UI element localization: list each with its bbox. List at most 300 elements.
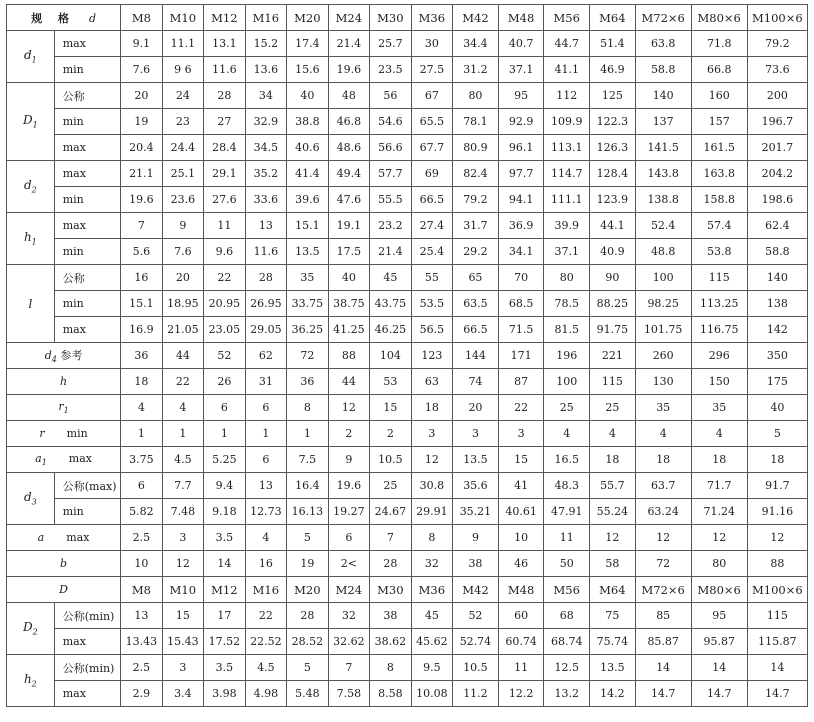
value-cell: 78.1 [453, 109, 499, 135]
d4-row [7, 343, 808, 369]
value-cell: 7.5 [287, 447, 329, 473]
row-qualifier: 公称(min) [54, 603, 120, 629]
value-cell: 69 [411, 161, 453, 187]
value-cell: 5 [747, 421, 807, 447]
row-label [44, 348, 57, 365]
value-cell: 13.6 [245, 57, 287, 83]
variable-subscript: 2 [31, 185, 37, 195]
value-cell: M80×6 [691, 5, 747, 31]
value-cell: 27.6 [204, 187, 246, 213]
value-cell: 15.2 [245, 31, 287, 57]
value-cell: 87 [498, 369, 544, 395]
value-cell: 123 [411, 343, 453, 369]
row-group-label [7, 161, 55, 213]
value-cell: 66.8 [691, 57, 747, 83]
value-cell: 45.62 [411, 629, 453, 655]
d2-min-row [7, 187, 808, 213]
value-cell: 27.5 [411, 57, 453, 83]
value-cell: 15.6 [287, 57, 329, 83]
value-cell: 7.58 [328, 681, 370, 707]
value-cell: 7.7 [162, 473, 204, 499]
value-cell: 18 [691, 447, 747, 473]
value-cell: 2< [328, 551, 370, 577]
value-cell: 49.4 [328, 161, 370, 187]
value-cell: 104 [370, 343, 412, 369]
row-group-label [7, 265, 55, 343]
value-cell: 25.4 [411, 239, 453, 265]
value-cell: 90 [590, 265, 636, 291]
value-cell: 51.4 [590, 31, 636, 57]
value-cell: 16.4 [287, 473, 329, 499]
row-label [39, 427, 44, 440]
value-cell: 3.4 [162, 681, 204, 707]
value-cell: 82.4 [453, 161, 499, 187]
value-cell: 37.1 [544, 239, 590, 265]
row-label-cell [7, 447, 121, 473]
value-cell: 18.95 [162, 291, 204, 317]
row-label [58, 399, 69, 416]
value-cell: 88.25 [590, 291, 636, 317]
value-cell: 55 [411, 265, 453, 291]
value-cell: 14.7 [635, 681, 691, 707]
row-qualifier: max [68, 451, 92, 465]
row-label-cell [7, 525, 121, 551]
value-cell: 11.2 [453, 681, 499, 707]
value-cell: 44 [328, 369, 370, 395]
value-cell: 38.62 [370, 629, 412, 655]
value-cell: 35.2 [245, 161, 287, 187]
value-cell: 126.3 [590, 135, 636, 161]
value-cell: 38.75 [328, 291, 370, 317]
value-cell: 12 [411, 447, 453, 473]
value-cell: 4 [245, 525, 287, 551]
value-cell: M100×6 [747, 5, 807, 31]
value-cell: 138.8 [635, 187, 691, 213]
row-qualifier: max [66, 531, 90, 544]
value-cell: 21.05 [162, 317, 204, 343]
value-cell: 96.1 [498, 135, 544, 161]
value-cell: 12.5 [544, 655, 590, 681]
value-cell: 79.2 [453, 187, 499, 213]
value-cell: 39.9 [544, 213, 590, 239]
value-cell: 116.75 [691, 317, 747, 343]
value-cell: 15.43 [162, 629, 204, 655]
variable-symbol: b [60, 557, 68, 570]
value-cell: M72×6 [635, 577, 691, 603]
row-qualifier: max [54, 135, 120, 161]
value-cell: 63.5 [453, 291, 499, 317]
value-cell: 88 [328, 343, 370, 369]
value-cell: 198.6 [747, 187, 807, 213]
h1-min-row [7, 239, 808, 265]
value-cell: 112 [544, 83, 590, 109]
row-qualifier: 公称 [54, 83, 120, 109]
value-cell: 47.6 [328, 187, 370, 213]
value-cell: 36.25 [287, 317, 329, 343]
value-cell: 3.5 [204, 655, 246, 681]
value-cell: 35.6 [453, 473, 499, 499]
value-cell: 62.4 [747, 213, 807, 239]
value-cell: 123.9 [590, 187, 636, 213]
value-cell: 28 [204, 83, 246, 109]
row-label-cell [7, 395, 121, 421]
value-cell: 122.3 [590, 109, 636, 135]
value-cell: 60 [498, 603, 544, 629]
value-cell: 13.5 [453, 447, 499, 473]
value-cell: M100×6 [747, 577, 807, 603]
variable-subscript: 1 [31, 55, 37, 65]
value-cell: 125 [590, 83, 636, 109]
row-label-cell [7, 551, 121, 577]
value-cell: 15.1 [121, 291, 163, 317]
value-cell: 19 [287, 551, 329, 577]
row-qualifier: min [54, 187, 120, 213]
value-cell: 14.7 [691, 681, 747, 707]
value-cell: 23.6 [162, 187, 204, 213]
value-cell: 58.8 [747, 239, 807, 265]
value-cell: 40.7 [498, 31, 544, 57]
value-cell: 26.95 [245, 291, 287, 317]
value-cell: 53 [370, 369, 412, 395]
value-cell: 171 [498, 343, 544, 369]
value-cell: 12 [635, 525, 691, 551]
value-cell: 52.74 [453, 629, 499, 655]
d2-max-row [7, 161, 808, 187]
value-cell: 1 [287, 421, 329, 447]
value-cell: 2.5 [121, 655, 163, 681]
value-cell: 25.7 [370, 31, 412, 57]
value-cell: 200 [747, 83, 807, 109]
value-cell: 95.87 [691, 629, 747, 655]
value-cell: 137 [635, 109, 691, 135]
value-cell: 9.1 [121, 31, 163, 57]
value-cell: 27.4 [411, 213, 453, 239]
value-cell: 45 [370, 265, 412, 291]
variable-symbol: a [37, 531, 45, 544]
value-cell: 144 [453, 343, 499, 369]
value-cell: 18 [590, 447, 636, 473]
value-cell: 32 [411, 551, 453, 577]
value-cell: 11.6 [245, 239, 287, 265]
value-cell: M12 [204, 5, 246, 31]
value-cell: 12 [747, 525, 807, 551]
value-cell: 67 [411, 83, 453, 109]
variable-symbol: d [23, 48, 32, 63]
value-cell: M8 [121, 5, 163, 31]
value-cell: 19.6 [328, 57, 370, 83]
value-cell: 25.1 [162, 161, 204, 187]
value-cell: 28 [287, 603, 329, 629]
value-cell: 40 [287, 83, 329, 109]
value-cell: 65 [453, 265, 499, 291]
value-cell: 161.5 [691, 135, 747, 161]
a1-max-row [7, 447, 808, 473]
value-cell: M8 [121, 577, 163, 603]
value-cell: 34.1 [498, 239, 544, 265]
value-cell: M80×6 [691, 577, 747, 603]
d3-min-row [7, 499, 808, 525]
variable-symbol: d [44, 348, 52, 362]
value-cell: 27 [204, 109, 246, 135]
value-cell: 33.75 [287, 291, 329, 317]
value-cell: 25 [370, 473, 412, 499]
value-cell: 32 [328, 603, 370, 629]
value-cell: 50 [544, 551, 590, 577]
value-cell: 111.1 [544, 187, 590, 213]
value-cell: 9.6 [204, 239, 246, 265]
value-cell: 175 [747, 369, 807, 395]
value-cell: 95 [691, 603, 747, 629]
value-cell: M30 [370, 577, 412, 603]
value-cell: 35 [691, 395, 747, 421]
value-cell: 23.05 [204, 317, 246, 343]
h2-nominal-row [7, 655, 808, 681]
value-cell: 30 [411, 31, 453, 57]
value-cell: 4 [162, 395, 204, 421]
value-cell: 20.95 [204, 291, 246, 317]
value-cell: 5.48 [287, 681, 329, 707]
value-cell: 55.7 [590, 473, 636, 499]
variable-subscript: 3 [31, 497, 37, 507]
value-cell: 28.4 [204, 135, 246, 161]
value-cell: 32.9 [245, 109, 287, 135]
h1-max-row [7, 213, 808, 239]
row-qualifier: max [54, 317, 120, 343]
value-cell: 62 [245, 343, 287, 369]
value-cell: 2 [328, 421, 370, 447]
value-cell: 4 [590, 421, 636, 447]
value-cell: 16 [245, 551, 287, 577]
header-row [7, 5, 808, 31]
value-cell: 19.27 [328, 499, 370, 525]
value-cell: 12 [590, 525, 636, 551]
value-cell: 14 [635, 655, 691, 681]
value-cell: 98.25 [635, 291, 691, 317]
value-cell: 4.98 [245, 681, 287, 707]
value-cell: 31.2 [453, 57, 499, 83]
value-cell: 80.9 [453, 135, 499, 161]
value-cell: M10 [162, 577, 204, 603]
value-cell: 9 [328, 447, 370, 473]
value-cell: 24 [162, 83, 204, 109]
value-cell: 25 [544, 395, 590, 421]
value-cell: 28 [370, 551, 412, 577]
value-cell: M36 [411, 577, 453, 603]
value-cell: 4 [544, 421, 590, 447]
value-cell: 21.4 [370, 239, 412, 265]
value-cell: M64 [590, 577, 636, 603]
value-cell: 157 [691, 109, 747, 135]
value-cell: 3 [498, 421, 544, 447]
value-cell: 48.6 [328, 135, 370, 161]
value-cell: 68.5 [498, 291, 544, 317]
row-qualifier: 公称(max) [54, 473, 120, 499]
value-cell: 15.1 [287, 213, 329, 239]
value-cell: 75 [590, 603, 636, 629]
value-cell: 29.2 [453, 239, 499, 265]
value-cell: 13.1 [204, 31, 246, 57]
value-cell: 115 [747, 603, 807, 629]
value-cell: 94.1 [498, 187, 544, 213]
value-cell: 44.7 [544, 31, 590, 57]
value-cell: 40.6 [287, 135, 329, 161]
value-cell: M16 [245, 5, 287, 31]
row-qualifier: 公称(min) [54, 655, 120, 681]
row-label-cell [7, 343, 121, 369]
value-cell: 52.4 [635, 213, 691, 239]
value-cell: 15 [370, 395, 412, 421]
value-cell: 20.4 [121, 135, 163, 161]
r1-row [7, 395, 808, 421]
value-cell: 36.9 [498, 213, 544, 239]
l-max-row [7, 317, 808, 343]
value-cell: 2.5 [121, 525, 163, 551]
value-cell: 54.6 [370, 109, 412, 135]
value-cell: 11 [204, 213, 246, 239]
value-cell: 63.7 [635, 473, 691, 499]
value-cell: 47.91 [544, 499, 590, 525]
value-cell: 88 [747, 551, 807, 577]
value-cell: M12 [204, 577, 246, 603]
value-cell: 63.24 [635, 499, 691, 525]
value-cell: 11.6 [204, 57, 246, 83]
value-cell: 17.4 [287, 31, 329, 57]
value-cell: 6 [245, 447, 287, 473]
value-cell: 7.48 [162, 499, 204, 525]
value-cell: 100 [635, 265, 691, 291]
row-group-label [7, 31, 55, 83]
value-cell: 23.5 [370, 57, 412, 83]
value-cell: 80 [453, 83, 499, 109]
value-cell: 85.87 [635, 629, 691, 655]
value-cell: 4.5 [245, 655, 287, 681]
value-cell: 6 [328, 525, 370, 551]
value-cell: 57.4 [691, 213, 747, 239]
value-cell: 91.7 [747, 473, 807, 499]
value-cell: 13 [245, 213, 287, 239]
value-cell: 100 [544, 369, 590, 395]
value-cell: M64 [590, 5, 636, 31]
value-cell: 97.7 [498, 161, 544, 187]
value-cell: 41.4 [287, 161, 329, 187]
value-cell: 150 [691, 369, 747, 395]
value-cell: 38 [370, 603, 412, 629]
value-cell: 13 [245, 473, 287, 499]
value-cell: 5.82 [121, 499, 163, 525]
spec-header-cell [7, 5, 121, 31]
value-cell: 63 [411, 369, 453, 395]
nut-dimension-table [6, 4, 808, 707]
value-cell: 20 [453, 395, 499, 421]
value-cell: 140 [747, 265, 807, 291]
value-cell: 22 [204, 265, 246, 291]
value-cell: 3 [162, 525, 204, 551]
value-cell: 4 [635, 421, 691, 447]
value-cell: M10 [162, 5, 204, 31]
variable-symbol: D [23, 620, 33, 635]
row-qualifier: min [54, 291, 120, 317]
value-cell: 14.2 [590, 681, 636, 707]
value-cell: 66.5 [411, 187, 453, 213]
value-cell: 13 [121, 603, 163, 629]
value-cell: 65.5 [411, 109, 453, 135]
row-qualifier: max [54, 681, 120, 707]
value-cell: 22 [245, 603, 287, 629]
value-cell: 16.13 [287, 499, 329, 525]
D2-max-row [7, 629, 808, 655]
value-cell: 14 [204, 551, 246, 577]
value-cell: M16 [245, 577, 287, 603]
value-cell: 92.9 [498, 109, 544, 135]
value-cell: 18 [121, 369, 163, 395]
value-cell: 85 [635, 603, 691, 629]
row-qualifier: min [66, 427, 88, 440]
value-cell: 19.6 [328, 473, 370, 499]
value-cell: 21.1 [121, 161, 163, 187]
value-cell: 58.8 [635, 57, 691, 83]
value-cell: 163.8 [691, 161, 747, 187]
row-label [60, 375, 67, 388]
h2-max-row [7, 681, 808, 707]
value-cell: 31.7 [453, 213, 499, 239]
value-cell: 196.7 [747, 109, 807, 135]
value-cell: 204.2 [747, 161, 807, 187]
value-cell: 138 [747, 291, 807, 317]
row-qualifier: max [54, 629, 120, 655]
value-cell: 2.9 [121, 681, 163, 707]
value-cell: 56 [370, 83, 412, 109]
value-cell: 5 [287, 655, 329, 681]
value-cell: 109.9 [544, 109, 590, 135]
value-cell: M56 [544, 577, 590, 603]
value-cell: 8 [370, 655, 412, 681]
value-cell: 9 [162, 213, 204, 239]
value-cell: 6 [204, 395, 246, 421]
value-cell: 115.87 [747, 629, 807, 655]
d1-max-row [7, 31, 808, 57]
variable-subscript: 1 [41, 458, 47, 468]
value-cell: 16.5 [544, 447, 590, 473]
value-cell: 142 [747, 317, 807, 343]
value-cell: 63.8 [635, 31, 691, 57]
value-cell: 6 [121, 473, 163, 499]
value-cell: 30.8 [411, 473, 453, 499]
value-cell: 41.25 [328, 317, 370, 343]
value-cell: 78.5 [544, 291, 590, 317]
value-cell: 31 [245, 369, 287, 395]
variable-symbol: r [58, 399, 64, 413]
value-cell: 10.5 [453, 655, 499, 681]
spec-label: 规 格 [31, 11, 75, 25]
value-cell: 48.8 [635, 239, 691, 265]
value-cell: 95 [498, 83, 544, 109]
value-cell: 55.24 [590, 499, 636, 525]
row-label [60, 557, 67, 570]
variable-symbol: d [23, 490, 32, 505]
value-cell: 158.8 [691, 187, 747, 213]
value-cell: 71.24 [691, 499, 747, 525]
value-cell: 72 [635, 551, 691, 577]
value-cell: 48 [328, 83, 370, 109]
value-cell: 38 [453, 551, 499, 577]
value-cell: 44.1 [590, 213, 636, 239]
value-cell: 9 [453, 525, 499, 551]
value-cell: M20 [287, 5, 329, 31]
value-cell: 4 [691, 421, 747, 447]
value-cell: 24.4 [162, 135, 204, 161]
value-cell: 3.75 [121, 447, 163, 473]
value-cell: 39.6 [287, 187, 329, 213]
